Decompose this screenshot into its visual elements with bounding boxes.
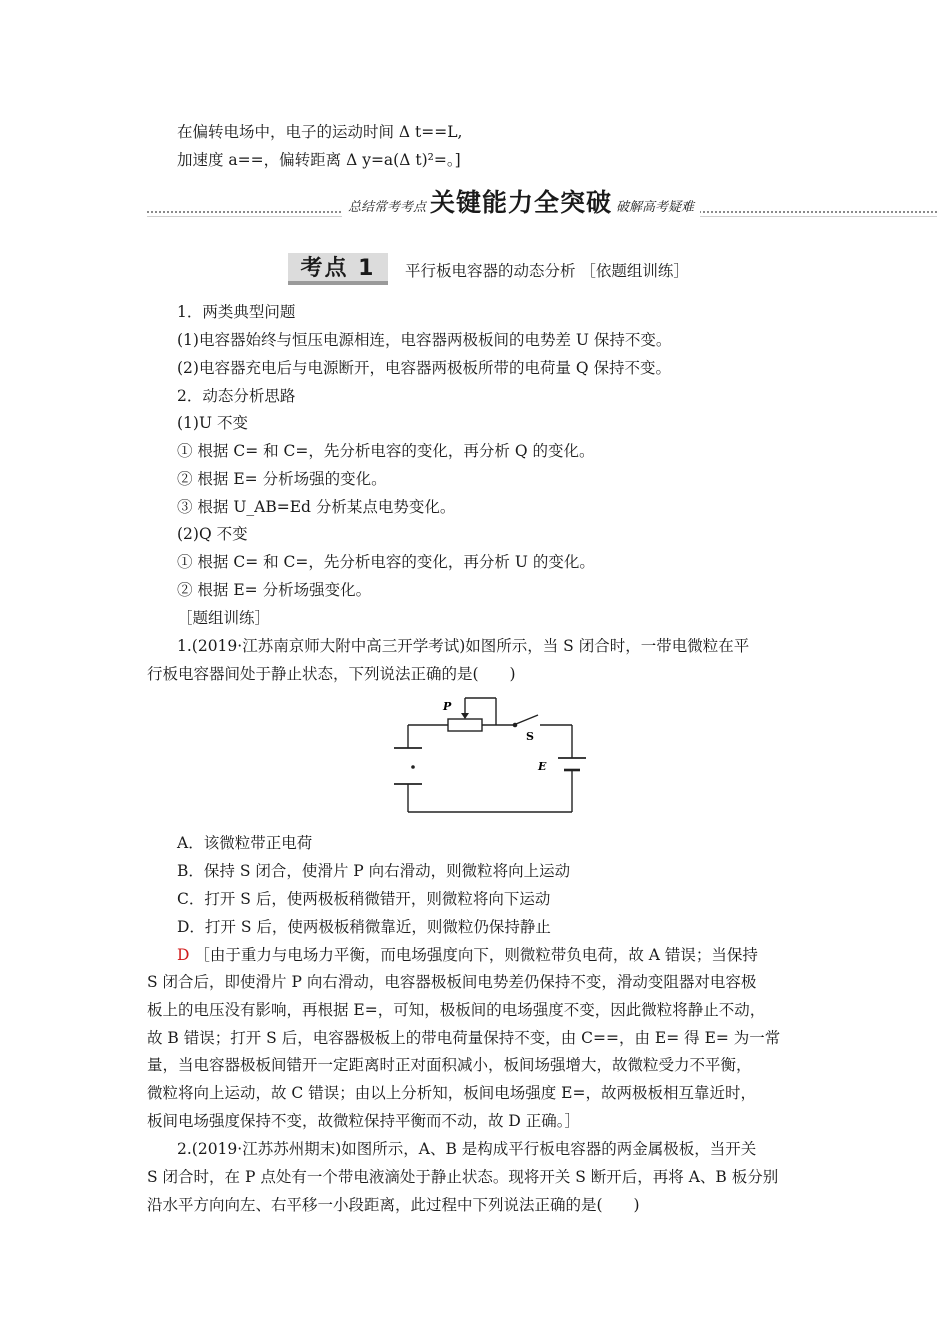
body-line: ② 根据 E= 分析场强的变化。: [177, 470, 387, 488]
q1-answer: D: [177, 946, 190, 964]
body-line: (2)电容器充电后与电源断开，电容器两极板所带的电荷量 Q 保持不变。: [177, 359, 672, 377]
body-line: ① 根据 C= 和 C=，先分析电容的变化，再分析 Q 的变化。: [177, 442, 595, 460]
particle-dot: [411, 765, 415, 769]
q1-option-a: A．该微粒带正电荷: [177, 834, 313, 852]
q1-stem-line-1: 1.(2019·江苏南京师大附中高三开学考试)如图所示，当 S 闭合时，一带电微粒在平: [177, 637, 750, 655]
body-line: (1)电容器始终与恒压电源相连，电容器两极板间的电势差 U 保持不变。: [177, 331, 672, 349]
kaodian-badge: 考点 1: [288, 253, 388, 285]
rheostat: [448, 719, 482, 731]
banner-title: 关键能力全突破: [430, 188, 613, 217]
label-p: P: [443, 700, 452, 713]
circuit-diagram: [390, 690, 610, 820]
q1-explain-line: 故 B 错误；打开 S 后，电容器极板上的带电荷量保持不变，由 C==，由 E= 得 E= 为一常: [147, 1029, 781, 1047]
body-line: (1)U 不变: [177, 414, 248, 432]
intro-line-1: 在偏转电场中，电子的运动时间 Δ t==L,: [177, 123, 463, 141]
q1-explain-line: S 闭合后，即使滑片 P 向右滑动，电容器极板间电势差仍保持不变，滑动变阻器对电容极: [147, 973, 757, 991]
q1-stem-line-2: 行板电容器间处于静止状态，下列说法正确的是( ): [147, 665, 516, 683]
banner-text: [342, 183, 700, 219]
body-line: ① 根据 C= 和 C=，先分析电容的变化，再分析 U 的变化。: [177, 553, 595, 571]
intro-line-2: 加速度 a==，偏转距离 Δ y=a(Δ t)²=。]: [177, 151, 461, 169]
q2-stem-line-2: S 闭合时，在 P 点处有一个带电液滴处于静止状态。现将开关 S 断开后，再将 A、B 板分别: [147, 1168, 779, 1186]
body-line: 1．两类典型问题: [177, 303, 296, 321]
switch-pivot: [513, 723, 518, 728]
q1-explain-line: ［由于重力与电场力平衡，而电场强度向下，则微粒带负电荷，故 A 错误；当保持: [194, 946, 758, 964]
body-line: ［题组训练］: [177, 609, 271, 627]
label-s: S: [526, 730, 534, 743]
q2-stem-line-1: 2.(2019·江苏苏州期末)如图所示，A、B 是构成平行板电容器的两金属极板，当开关: [177, 1140, 757, 1158]
body-line: ② 根据 E= 分析场强变化。: [177, 581, 372, 599]
q1-option-c: C．打开 S 后，使两极板稍微错开，则微粒将向下运动: [177, 890, 551, 908]
q1-answer-line: [177, 945, 758, 965]
body-line: (2)Q 不变: [177, 525, 248, 543]
q2-stem-line-3: 沿水平方向向左、右平移一小段距离，此过程中下列说法正确的是( ): [147, 1196, 640, 1214]
q1-option-b: B．保持 S 闭合，使滑片 P 向右滑动，则微粒将向上运动: [177, 862, 571, 880]
q1-explain-line: 量，当电容器极板间错开一定距离时正对面积减小，板间场强增大，故微粒受力不平衡，: [147, 1056, 752, 1074]
switch-blade: [516, 715, 538, 724]
section-banner: [147, 183, 937, 223]
body-line: ③ 根据 U_AB=Ed 分析某点电势变化。: [177, 498, 456, 516]
kaodian-title: 平行板电容器的动态分析 ［依题组训练］: [405, 262, 689, 280]
banner-left-text: 总结常考考点: [348, 200, 427, 215]
q1-explain-line: 板间电场强度保持不变，故微粒保持平衡而不动，故 D 正确。］: [147, 1112, 581, 1130]
banner-right-text: 破解高考疑难: [616, 200, 695, 215]
label-e: E: [538, 760, 547, 773]
body-line: 2．动态分析思路: [177, 387, 296, 405]
q1-option-d: D．打开 S 后，使两极板稍微靠近，则微粒仍保持静止: [177, 918, 551, 936]
q1-explain-line: 微粒将向上运动，故 C 错误；由以上分析知，板间电场强度 E=，故两极板相互靠近时，: [147, 1084, 756, 1102]
q1-explain-line: 板上的电压没有影响，再根据 E=，可知，极板间的电场强度不变，因此微粒将静止不动，: [147, 1001, 766, 1019]
slider-arrow-icon: [461, 713, 469, 719]
